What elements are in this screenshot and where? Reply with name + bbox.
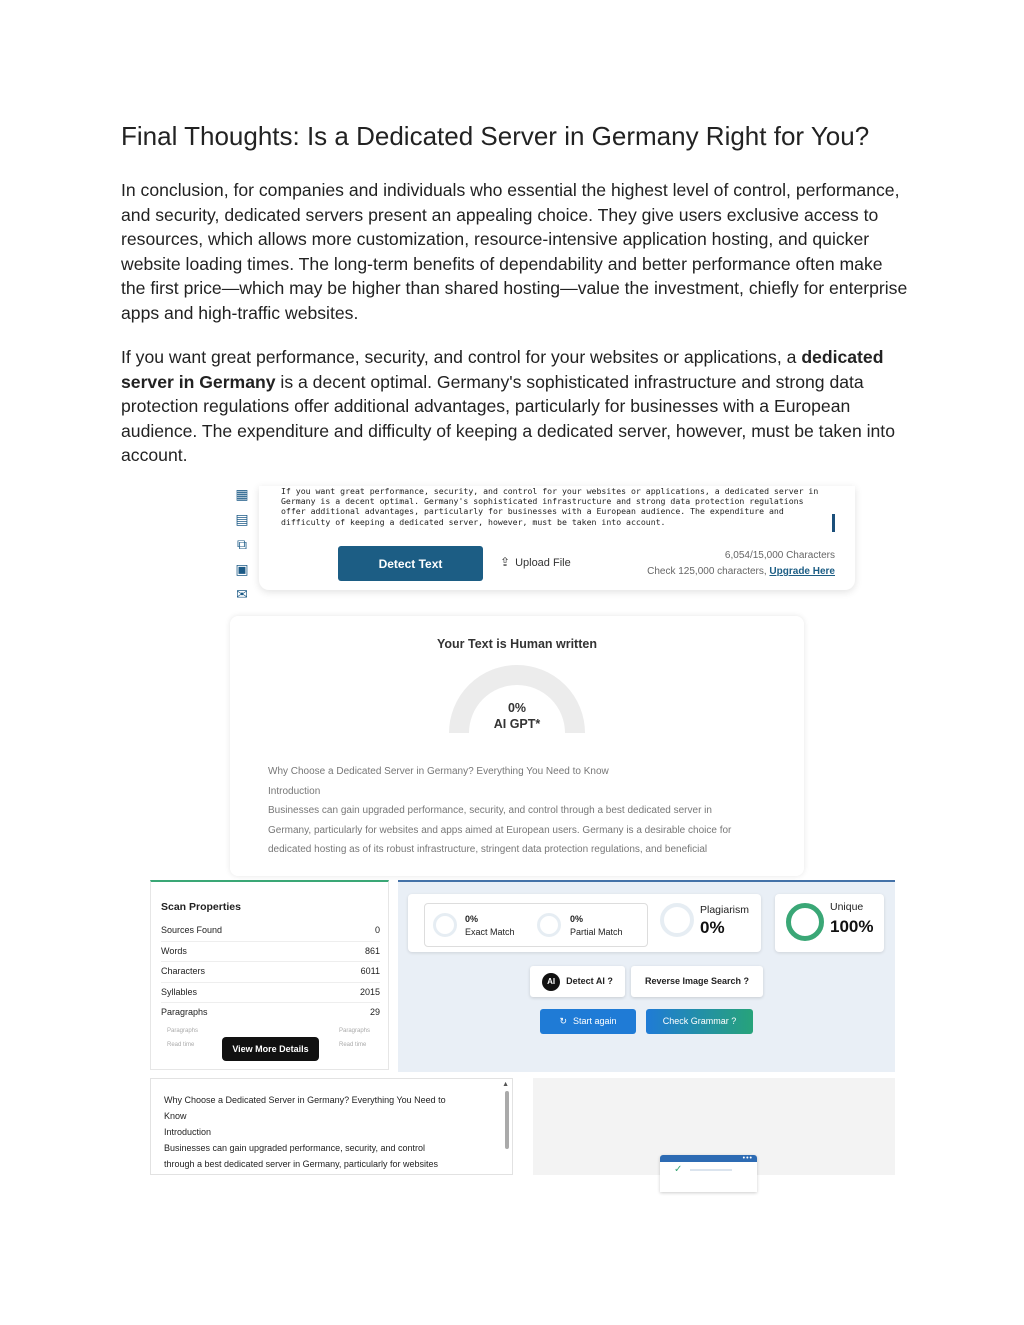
result-card: [230, 616, 804, 876]
scan-row-value: 0: [374, 925, 380, 935]
scanned-line: Businesses can gain upgraded performance, security, and control: [164, 1143, 425, 1153]
detect-ai-button[interactable]: [530, 966, 625, 997]
plagiarism-label: Plagiarism: [700, 904, 750, 916]
scanned-line: Introduction: [164, 1127, 212, 1137]
view-more-details-button[interactable]: View More Details: [222, 1037, 319, 1061]
unique-card: [775, 894, 884, 952]
placeholder-line: [690, 1169, 732, 1171]
gauge-percent: 0%: [507, 701, 527, 715]
textarea-scrollbar[interactable]: [832, 514, 835, 532]
scan-icon[interactable]: ▦: [235, 486, 249, 502]
character-count: [647, 548, 835, 580]
result-line: Why Choose a Dedicated Server in Germany? Everything You Need to Know: [268, 766, 609, 777]
scrollbar-thumb[interactable]: [505, 1091, 509, 1149]
blurred-label: Read time: [167, 1042, 195, 1048]
scan-row: [161, 921, 380, 942]
scanned-line: Know: [164, 1111, 187, 1121]
upload-file-button[interactable]: [500, 555, 571, 569]
scan-row-value: 29: [369, 1007, 380, 1018]
results-panel: [533, 1078, 895, 1175]
exact-match-ring: [433, 913, 457, 937]
check-grammar-button[interactable]: Check Grammar ?: [646, 1009, 753, 1034]
scan-row: [161, 962, 380, 983]
upload-icon: ⇪: [500, 555, 511, 569]
upgrade-line: [647, 564, 835, 580]
scan-row-label: Words: [161, 945, 187, 956]
translate-icon[interactable]: ⧉: [237, 536, 247, 552]
result-line: Introduction: [268, 785, 321, 797]
scanned-text-box[interactable]: [150, 1078, 513, 1175]
reverse-image-search-button[interactable]: Reverse Image Search ?: [631, 966, 763, 997]
scanned-text: [164, 1092, 484, 1172]
scan-row: [161, 983, 380, 1004]
ai-icon: AI: [542, 973, 560, 991]
exact-match-label: Exact Match: [465, 927, 515, 937]
exact-match: [465, 913, 515, 939]
scroll-up-icon[interactable]: ▲: [502, 1081, 509, 1088]
scanned-line: through a best dedicated server in Germany, particularly for websites: [164, 1159, 438, 1169]
result-line: dedicated hosting as of its robust infrastructure, stringent data protection regulations, and beneficial: [268, 844, 708, 855]
scan-row-label: Paragraphs: [161, 1007, 208, 1018]
detect-ai-label: Detect AI ?: [566, 976, 613, 986]
page-title: Final Thoughts: Is a Dedicated Server in Germany Right for You?: [121, 121, 870, 151]
para2-bold-keyword: dedicated server in Germany: [121, 347, 884, 392]
upload-label: Upload File: [515, 557, 571, 569]
scan-row: [161, 1003, 380, 1023]
check-icon: ✓: [674, 1164, 683, 1175]
plagiarism-checker-screenshot: [150, 880, 895, 1175]
scan-row-label: Sources Found: [161, 925, 223, 935]
plagiarism-value: 0%: [700, 918, 725, 937]
gauge-label: AI GPT*: [493, 717, 541, 731]
refresh-icon: ↻: [559, 1016, 567, 1026]
start-again-button[interactable]: [540, 1009, 636, 1034]
scan-properties-title: Scan Properties: [161, 901, 241, 913]
scan-row-label: Characters: [161, 966, 206, 977]
scan-row-value: 861: [364, 945, 380, 956]
result-line: Businesses can gain upgraded performance, security, and control through a best dedicated server in: [268, 805, 712, 816]
exact-match-percent: 0%: [465, 914, 479, 924]
book-icon[interactable]: ▣: [235, 561, 249, 577]
scan-row: [161, 942, 380, 963]
scanned-line: Why Choose a Dedicated Server in Germany? Everything You Need to: [164, 1095, 446, 1105]
scan-stats-panel: [398, 880, 895, 1072]
blurred-label: Paragraphs: [167, 1028, 199, 1034]
document-body: [121, 120, 911, 488]
detect-text-button[interactable]: Detect Text: [338, 546, 483, 581]
start-again-label: Start again: [573, 1016, 617, 1026]
blurred-label: Read time: [339, 1042, 367, 1048]
scan-row-value: 2015: [359, 986, 380, 997]
partial-match: [570, 913, 623, 939]
tool-sidebar: [234, 486, 254, 611]
unique-value: 100%: [830, 917, 874, 936]
result-line: Germany, particularly for websites and apps aimed at European users. Germany is a desirable choice for: [268, 824, 732, 836]
partial-match-ring: [537, 913, 561, 937]
unique-label: Unique: [830, 901, 864, 913]
conclusion-paragraph: In conclusion, for companies and individuals who essential the highest level of control, performance, and security, dedicated servers present an appealing choice. They give users exclusive access to resources, which allows more customization, resource-intensive application hosting, and quicker website loading times. The long-term benefits of dependability and better performance often make the first price—which may be higher than shared hosting—value the investment, chiefly for enterprise apps and high-traffic websites.: [121, 180, 908, 323]
scan-row-value: 6011: [360, 966, 380, 977]
window-dots-icon: •••: [742, 1155, 753, 1162]
match-card: [408, 894, 761, 952]
result-text: [268, 762, 768, 860]
char-count-text: 6,054/15,000 Characters: [724, 550, 835, 561]
mail-icon[interactable]: ✉: [236, 586, 248, 602]
scan-properties-table: [161, 921, 380, 1023]
recommendation-paragraph: [121, 345, 911, 468]
para2-text-before: If you want great performance, security, and control for your websites or applications, a: [121, 347, 802, 367]
scan-properties-card: [150, 880, 389, 1070]
upgrade-link[interactable]: Upgrade Here: [769, 566, 835, 577]
check-prefix: Check 125,000 characters,: [647, 566, 770, 577]
partial-match-percent: 0%: [570, 914, 584, 924]
input-textarea[interactable]: If you want great performance, security, and control for your websites or applications, a dedicated server in Germany is a decent optimal. Germany's sophisticated infrastructure and strong data protection regulations offer additional advantages, particularly for businesses with a European audience. The expenditure and difficulty of keeping a dedicated server, however, must be taken into account.: [281, 486, 819, 527]
para2-text-after: is a decent optimal. Germany's sophisticated infrastructure and strong data protection regulations offer additional advantages, particularly for businesses with a European audience. The expenditure and difficulty of keeping a dedicated server, however, must be taken into account.: [121, 371, 895, 465]
gauge-readout: [449, 700, 585, 732]
result-title: Your Text is Human written: [437, 637, 597, 651]
scan-row-label: Syllables: [161, 986, 198, 997]
unique-ring: [786, 903, 824, 941]
browser-window-illustration: [660, 1155, 757, 1192]
plagiarism-ring: [660, 903, 694, 937]
ai-detector-screenshot: [228, 486, 858, 855]
input-card: [259, 486, 855, 590]
document-icon[interactable]: ▤: [235, 511, 249, 527]
partial-match-label: Partial Match: [570, 927, 623, 937]
blurred-label: Paragraphs: [339, 1028, 371, 1034]
match-group: [424, 903, 648, 947]
